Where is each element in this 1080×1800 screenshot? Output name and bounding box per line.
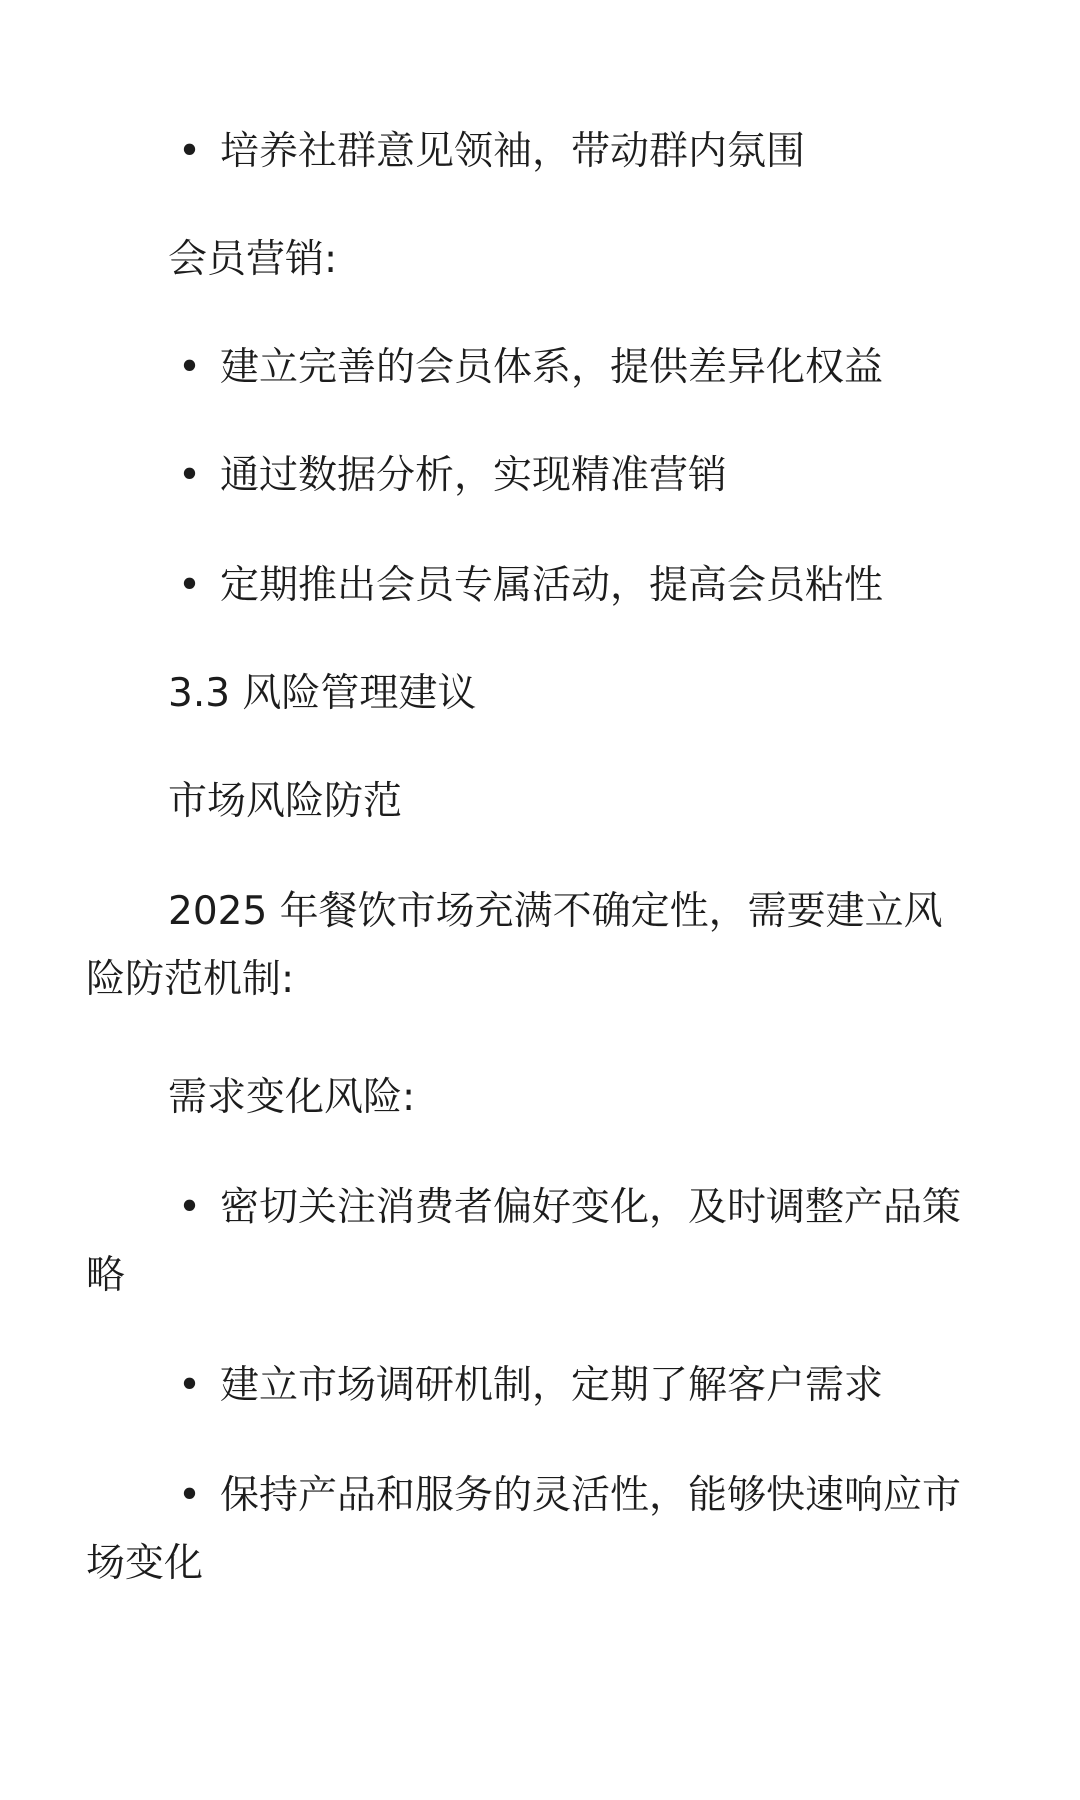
bullet-dot: • bbox=[178, 129, 202, 174]
list-item bbox=[86, 552, 1006, 620]
paragraph-line: 2025 年餐饮市场充满不确定性，需要建立风 bbox=[168, 889, 943, 934]
list-item-text: 保持产品和服务的灵活性，能够快速响应市 bbox=[220, 1473, 962, 1518]
bullet-dot: • bbox=[178, 1363, 202, 1408]
subsection-heading: 会员营销: bbox=[168, 237, 338, 282]
section-title: 3.3 风险管理建议 bbox=[168, 671, 477, 716]
list-item-text: 建立完善的会员体系，提供差异化权益 bbox=[220, 345, 884, 390]
subsection-heading: 需求变化风险: bbox=[168, 1075, 416, 1120]
list-item-text: 通过数据分析，实现精准营销 bbox=[220, 453, 728, 498]
list-item bbox=[86, 334, 1006, 402]
bullet-dot: • bbox=[178, 563, 202, 608]
bullet-dot: • bbox=[178, 1185, 202, 1230]
list-item-text: 培养社群意见领袖，带动群内氛围 bbox=[220, 129, 806, 174]
bullet-dot: • bbox=[178, 453, 202, 498]
list-item bbox=[86, 442, 1006, 510]
bullet-dot: • bbox=[178, 1473, 202, 1518]
list-item bbox=[86, 118, 1006, 186]
list-item bbox=[86, 1352, 1006, 1420]
list-item-continuation: 场变化 bbox=[86, 1541, 204, 1586]
list-item-continuation: 略 bbox=[86, 1253, 126, 1298]
list-item-text: 建立市场调研机制，定期了解客户需求 bbox=[220, 1363, 884, 1408]
list-item bbox=[86, 1462, 1006, 1530]
list-item bbox=[86, 1174, 1006, 1242]
bullet-dot: • bbox=[178, 345, 202, 390]
document-body bbox=[86, 0, 1006, 1800]
list-item-text: 密切关注消费者偏好变化，及时调整产品策 bbox=[220, 1185, 962, 1230]
list-item-text: 定期推出会员专属活动，提高会员粘性 bbox=[220, 563, 884, 608]
subsection-heading: 市场风险防范 bbox=[168, 779, 403, 824]
paragraph-line: 险防范机制: bbox=[86, 957, 295, 1002]
